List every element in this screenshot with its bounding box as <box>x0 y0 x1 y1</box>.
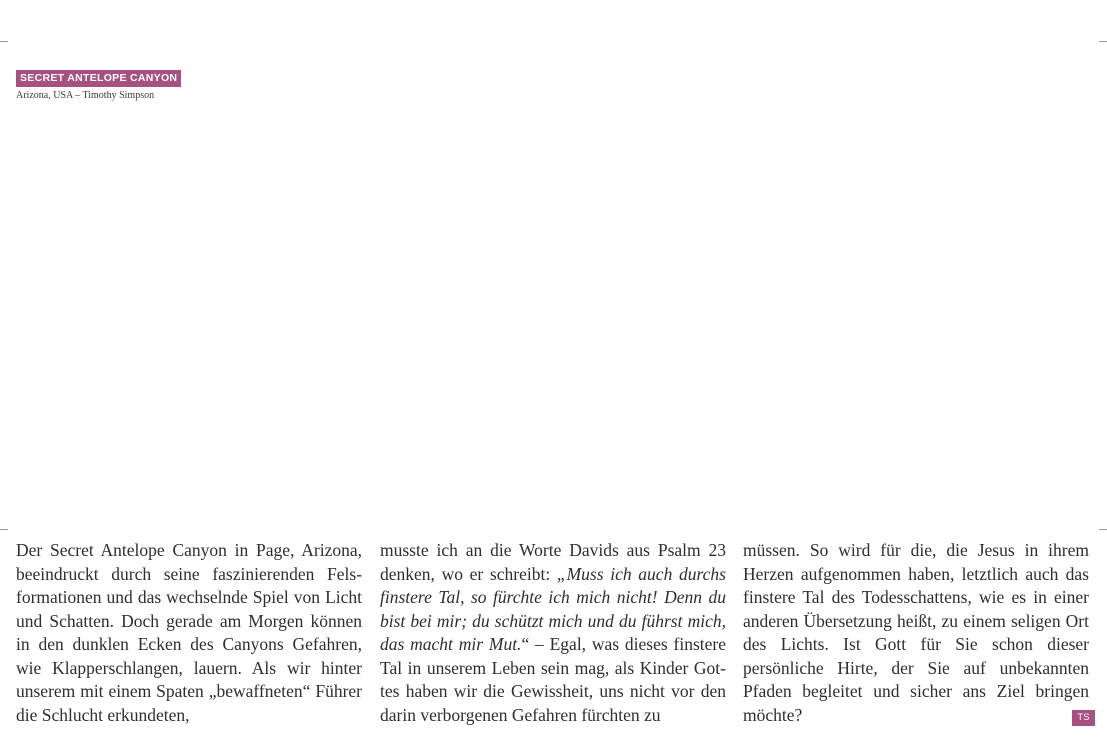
author-initials-badge: TS <box>1072 710 1095 726</box>
psalm-quote: „Muss ich auch durchs finstere Tal, so fürchte ich mich nicht! Denn du bist bei mir; du schützt mich und du führst mich, das macht mir Mut. <box>380 563 726 654</box>
crop-mark-top-right <box>1099 41 1107 42</box>
crop-mark-top-left <box>0 41 8 42</box>
photo-caption-credit: Arizona, USA – Timothy Simpson <box>16 90 155 101</box>
column-3-paragraph: müssen. So wird für die, die Jesus in ihrem Herzen aufgenommen haben, letztlich auch das finstere Tal des Todesschattens, wie es in einer anderen Übersetzung heißt, zu einem seligen Ort des Lichts. Ist Gott für Sie schon dieser persönliche Hirte, der Sie auf unbekannten Pfaden begleitet und sicher ans Ziel bringen möchte? <box>743 540 1089 725</box>
crop-mark-bottom-right <box>1099 529 1107 530</box>
column-2-text-before: musste ich an die Worte Davids aus Psalm 23 denken, wo er schreibt: <box>380 540 726 584</box>
column-1-paragraph: Der Secret Antelope Canyon in Page, Arizona, beeindruckt durch seine faszinierenden Felsformationen und das wechselnde Spiel von Licht und Schatten. Doch gerade am Morgen können in den dunklen Ecken des Canyons Gefahren, wie Klapperschlangen, lauern. Als wir hinter unserem mit einem Spaten „bewaffneten“ Führer die Schlucht erkundeten, <box>16 540 362 725</box>
text-column-2 <box>380 539 726 727</box>
column-2-text-after: “ – Egal, was dieses finstere Tal in unserem Leben sein mag, als Kinder Gottes haben wir die Gewissheit, uns nicht vor den darin verborgenen Gefahren fürchten zu <box>380 634 726 725</box>
photo-caption-title: SECRET ANTELOPE CANYON <box>16 70 181 87</box>
column-2-paragraph <box>380 539 726 727</box>
text-column-3 <box>743 539 1089 727</box>
text-column-1 <box>16 539 362 727</box>
crop-mark-bottom-left <box>0 529 8 530</box>
